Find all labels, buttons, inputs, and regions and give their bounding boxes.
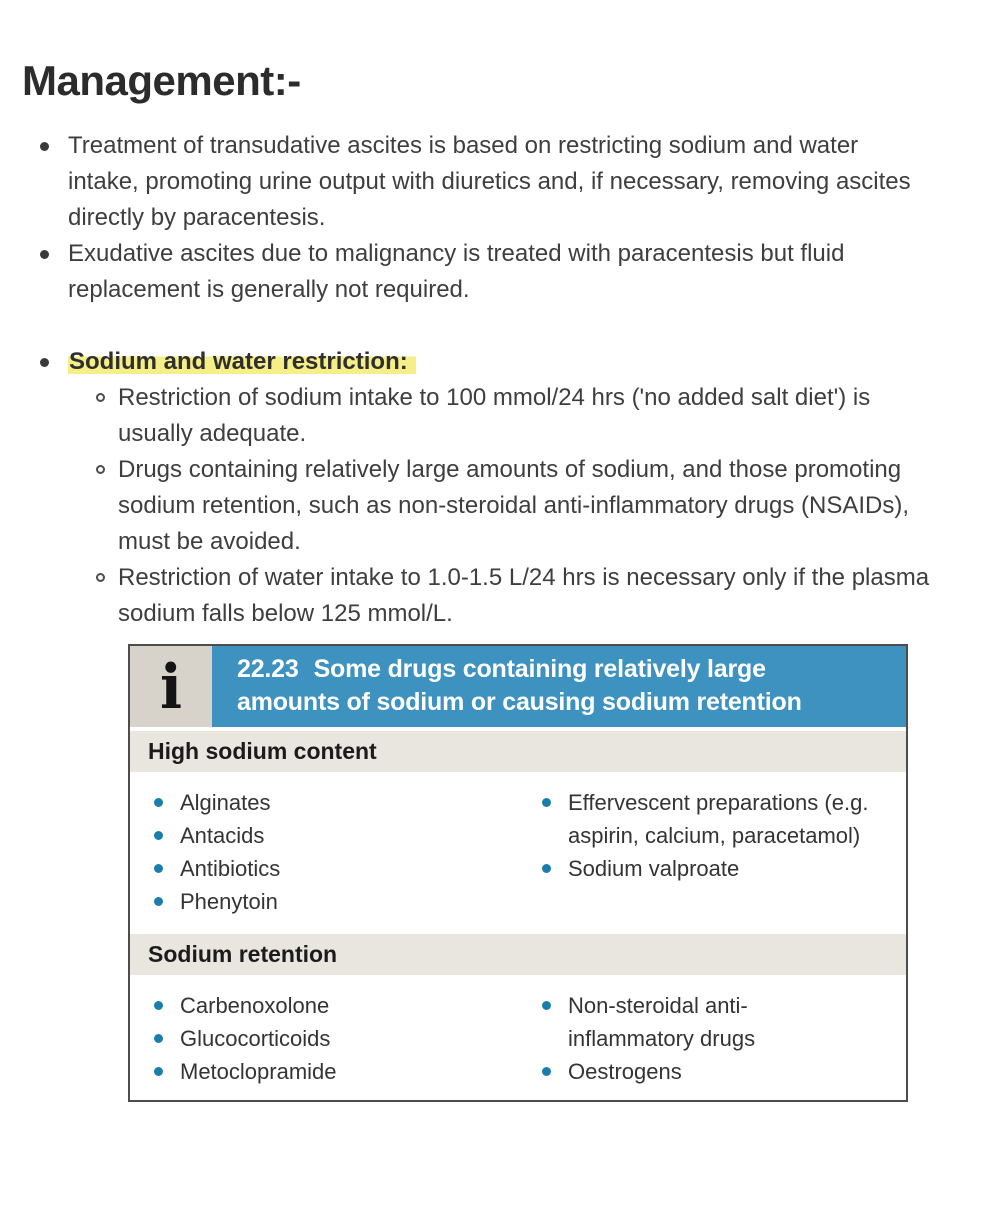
dot-bullet-icon [542,852,568,885]
infobox-number: 22.23 [237,655,299,683]
section-header-sodium-retention: Sodium retention [130,934,906,975]
sub-list-item [96,380,1007,452]
infobox-title-text: Some drugs containing relatively large amounts of sodium or causing sodium retention [237,655,802,716]
dot-bullet-icon [542,786,568,852]
drug-name: Phenytoin [180,889,278,914]
bullet-icon [40,236,68,308]
drug-item [542,852,886,885]
drug-item [154,1022,542,1055]
drug-name: Antacids [180,823,265,848]
section-body-high-sodium [130,776,906,930]
bullet-icon [40,128,68,236]
drug-name: Carbenoxolone [180,993,330,1018]
drug-name: Glucocorticoids [180,1026,331,1051]
column-right [542,786,886,918]
list-item-highlighted [40,344,1007,380]
infobox-title [237,653,829,719]
column-left [130,786,542,918]
column-right [542,989,886,1088]
drug-item [154,885,542,918]
drug-name: Effervescent preparations (e.g. aspirin, calcium, paracetamol) [568,790,869,848]
dot-bullet-icon [542,1055,568,1088]
bullet-icon [40,344,68,380]
sub-list-item-text: Drugs containing relatively large amounts of sodium, and those promoting sodium retention, such as non-steroidal anti-inflammatory drugs (NSAIDs), must be avoided. [118,456,909,555]
list-item [40,236,1007,308]
drug-item [542,1055,886,1088]
infobox-title-bar [212,646,906,727]
drug-item [154,1055,542,1088]
list-item [40,128,1007,236]
drug-name: Non-steroidal anti-inflammatory drugs [568,993,756,1051]
sub-list-item [96,560,1007,632]
list-item-text: Treatment of transudative ascites is based on restricting sodium and water intake, promoting urine output with diuretics and, if necessary, removing ascites directly by paracentesis. [68,132,911,231]
dot-bullet-icon [154,819,180,852]
drug-item [154,786,542,819]
list-item-text: Exudative ascites due to malignancy is treated with paracentesis but fluid replacement is generally not required. [68,240,845,303]
circle-bullet-icon [96,560,118,632]
bullet-list [40,128,1007,632]
dot-bullet-icon [154,989,180,1022]
drug-name: Antibiotics [180,856,281,881]
sub-list-item-text: Restriction of sodium intake to 100 mmol/24 hrs ('no added salt diet') is usually adequate. [118,384,871,447]
drug-name: Oestrogens [568,1059,682,1084]
info-i-icon: i [159,650,183,723]
document-page [0,58,1007,1226]
dot-bullet-icon [542,989,568,1055]
dot-bullet-icon [154,852,180,885]
dot-bullet-icon [154,1022,180,1055]
page-title: Management:- [22,57,301,104]
drug-name: Metoclopramide [180,1059,337,1084]
drug-name: Alginates [180,790,271,815]
infobox-header [130,646,906,727]
circle-bullet-icon [96,452,118,560]
column-left [130,989,542,1088]
info-icon [130,646,212,727]
drug-name: Sodium valproate [568,856,740,881]
sub-list-item-text: Restriction of water intake to 1.0-1.5 L/24 hrs is necessary only if the plasma sodium falls below 125 mmol/L. [118,564,930,627]
section-body-sodium-retention [130,979,906,1100]
dot-bullet-icon [154,786,180,819]
drug-item [154,989,542,1022]
dot-bullet-icon [154,1055,180,1088]
drug-item [542,989,886,1055]
infobox-22-23 [128,644,908,1102]
highlighted-subheading [68,344,923,380]
sub-bullet-list [96,380,1007,632]
highlight-text: Sodium and water restriction: [68,348,416,375]
circle-bullet-icon [96,380,118,452]
drug-item [154,819,542,852]
section-header-high-sodium: High sodium content [130,731,906,772]
dot-bullet-icon [154,885,180,918]
drug-item [542,786,886,852]
drug-item [154,852,542,885]
sub-list-item [96,452,1007,560]
